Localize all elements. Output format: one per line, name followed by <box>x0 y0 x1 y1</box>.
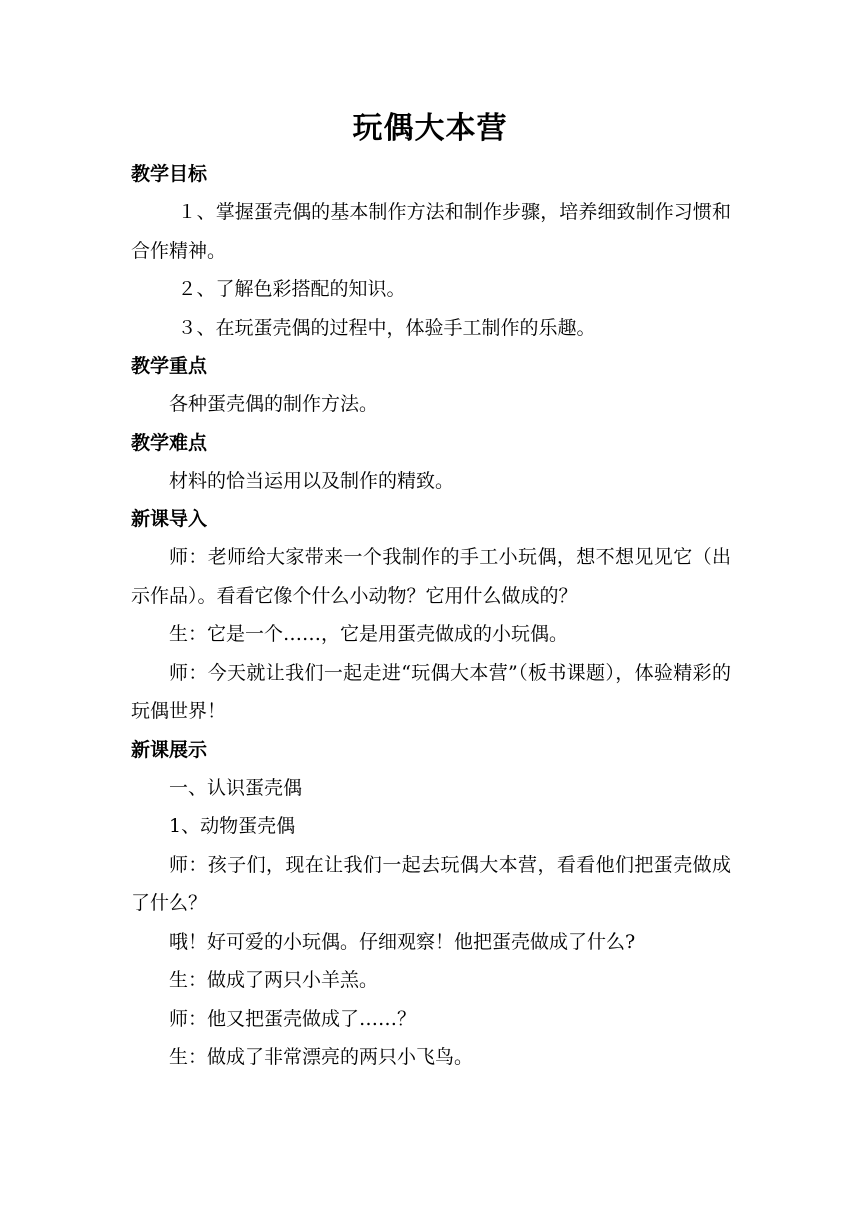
key-point-paragraph: 各种蛋壳偶的制作方法。 <box>169 393 379 415</box>
document-title: 玩偶大本营 <box>352 111 508 146</box>
lesson-paragraph-5: 生：做成了两只小羊羔。 <box>169 969 379 991</box>
introduction-paragraph-1: 师：老师给大家带来一个我制作的手工小玩偶，想不想见见它（出示作品）。看看它像个什么小动物？它用什么做成的？ <box>131 546 731 607</box>
lesson-paragraph-2: 1、动物蛋壳偶 <box>169 815 296 837</box>
introduction-paragraph-3: 师：今天就让我们一起走进“玩偶大本营”（板书课题），体验精彩的玩偶世界！ <box>131 661 731 722</box>
objective-1: １、掌握蛋壳偶的基本制作方法和制作步骤，培养细致制作习惯和合作精神。 <box>131 201 731 262</box>
section-heading-new-lesson: 新课展示 <box>131 738 208 761</box>
lesson-paragraph-6: 师：他又把蛋壳做成了……？ <box>169 1007 417 1030</box>
lesson-paragraph-1: 一、认识蛋壳偶 <box>169 776 303 799</box>
section-heading-introduction: 新课导入 <box>131 508 208 530</box>
objective-3: ３、在玩蛋壳偶的过程中，体验手工制作的乐趣。 <box>177 316 596 339</box>
lesson-paragraph-4: 哦！好可爱的小玩偶。仔细观察！他把蛋壳做成了什么? <box>169 930 636 953</box>
section-heading-objectives: 教学目标 <box>131 163 208 185</box>
lesson-paragraph-3: 师：孩子们，现在让我们一起去玩偶大本营，看看他们把蛋壳做成了什么？ <box>131 853 731 914</box>
difficulty-paragraph: 材料的恰当运用以及制作的精致。 <box>169 469 455 492</box>
section-heading-key-points: 教学重点 <box>131 355 208 377</box>
document-body <box>131 155 731 1077</box>
introduction-paragraph-2: 生：它是一个……，它是用蛋壳做成的小玩偶。 <box>169 623 569 645</box>
section-heading-difficulties: 教学难点 <box>131 431 208 454</box>
lesson-paragraph-7: 生：做成了非常漂亮的两只小飞鸟。 <box>169 1046 474 1068</box>
objective-2: ２、了解色彩搭配的知识。 <box>177 278 406 300</box>
